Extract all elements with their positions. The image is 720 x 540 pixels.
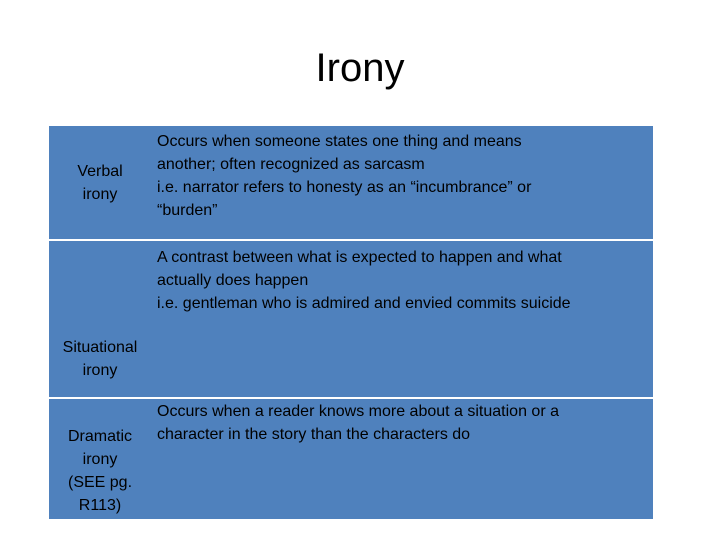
definition-cell-verbal <box>151 126 653 239</box>
definition-cell-dramatic <box>151 399 653 519</box>
term-cell-situational <box>49 241 151 397</box>
definition-line: character in the story than the characters do <box>157 426 471 443</box>
term-line: irony <box>82 451 118 468</box>
term-cell-verbal <box>49 126 151 239</box>
term-line: Situational <box>62 339 138 356</box>
definition-line: A contrast between what is expected to happen and what <box>157 249 562 266</box>
term-line: (SEE pg. <box>67 474 133 491</box>
definition-line: Occurs when a reader knows more about a situation or a <box>157 403 559 420</box>
term-line: irony <box>82 362 118 379</box>
definition-cell-situational <box>151 241 653 325</box>
term-line: R113) <box>78 497 122 514</box>
slide-title: Irony <box>315 46 405 90</box>
term-line: Verbal <box>77 162 123 180</box>
term-line: irony <box>82 185 118 203</box>
definition-line: Occurs when someone states one thing and means <box>157 133 522 150</box>
term-cell-dramatic <box>49 399 151 519</box>
definition-line: i.e. narrator refers to honesty as an “incumbrance” or <box>157 179 532 196</box>
definition-line: “burden” <box>157 202 218 219</box>
definition-cell-situational-empty <box>151 325 653 397</box>
term-line: Dramatic <box>67 428 132 445</box>
definition-line: actually does happen <box>157 272 309 289</box>
definition-line: another; often recognized as sarcasm <box>157 156 425 173</box>
definition-line: i.e. gentleman who is admired and envied commits suicide <box>157 295 571 312</box>
